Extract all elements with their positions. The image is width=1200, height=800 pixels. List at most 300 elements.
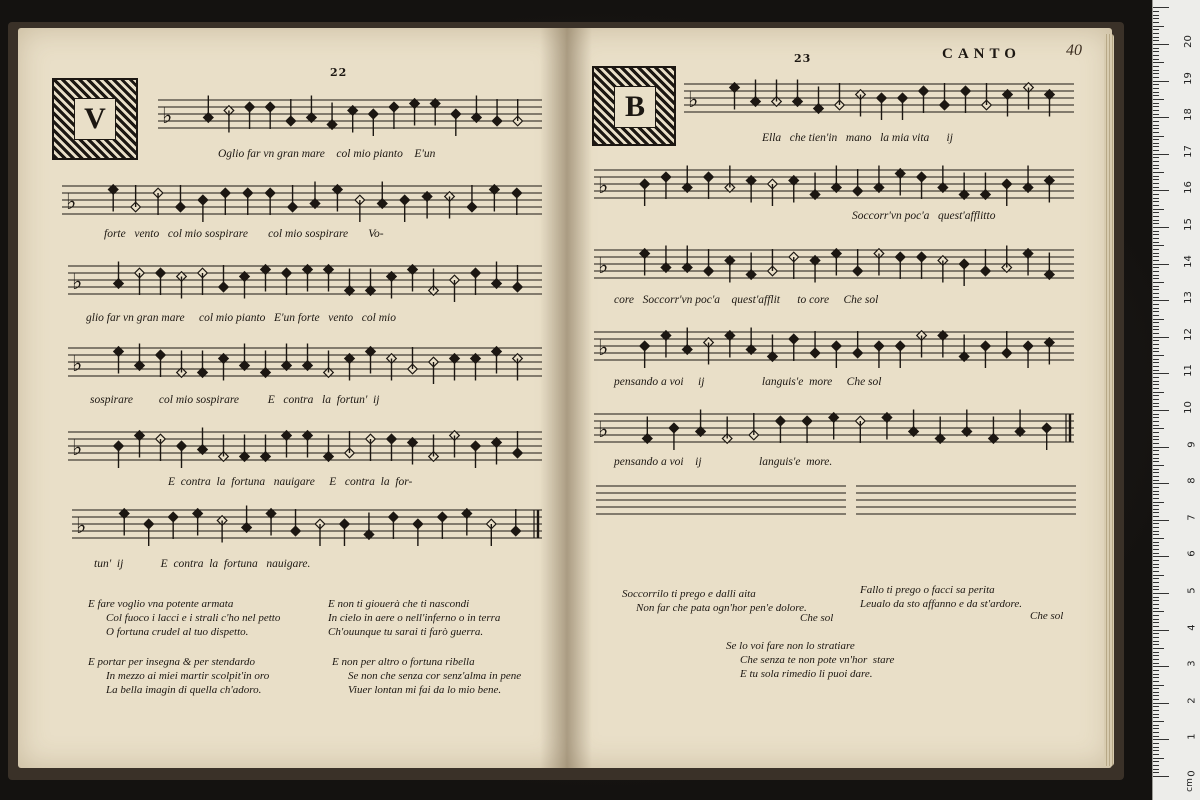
ruler-tick: [1153, 209, 1164, 210]
right-verse-b-center-line-2: Che senza te non pote vn'hor stare: [740, 654, 895, 666]
handwritten-page-number: 40: [1066, 42, 1082, 59]
ruler-tick: [1153, 26, 1164, 27]
ruler-number: 3: [1186, 660, 1198, 667]
ruler-tick: [1153, 743, 1159, 744]
ruler-tick: [1153, 637, 1159, 638]
ruler-tick: [1153, 567, 1159, 568]
left-verse-b-right-line-2: Se non che senza cor senz'alma in pene: [348, 670, 522, 682]
right-staff-3: [594, 238, 1074, 298]
ruler-tick: [1153, 589, 1159, 590]
ruler-tick: [1153, 608, 1159, 609]
ruler-tick: [1153, 458, 1159, 459]
ruler-tick: [1153, 125, 1159, 126]
ruler-tick: [1153, 758, 1164, 759]
left-decorated-initial: [52, 78, 138, 160]
left-verse-b-right-line-1: E non per altro o fortuna ribella: [332, 656, 475, 668]
ruler-number: 10: [1183, 401, 1195, 414]
ruler-tick: [1153, 692, 1159, 693]
ruler-tick: [1153, 571, 1159, 572]
ruler-tick: [1153, 717, 1159, 718]
left-staff-1: [158, 88, 542, 148]
empty-staff-2: [856, 480, 1076, 520]
ruler-tick: [1153, 586, 1159, 587]
ruler-tick: [1153, 168, 1159, 169]
left-page: [18, 28, 566, 768]
ruler-tick: [1153, 289, 1159, 290]
ruler-tick: [1153, 695, 1159, 696]
left-verse-a-left-line-1: E fare voglio vna potente armata: [88, 598, 234, 610]
ruler-tick: [1153, 765, 1159, 766]
ruler-tick: [1153, 117, 1169, 118]
left-staff-2: [62, 174, 542, 234]
left-lyric-line-2: forte vento col mio sospirare col mio sospirare Vo-: [104, 228, 384, 240]
voice-part-label: CANTO: [942, 46, 1021, 62]
flat-sign-icon: ♭: [688, 88, 699, 113]
ruler-tick: [1153, 512, 1159, 513]
ruler-tick: [1153, 421, 1159, 422]
ruler-tick: [1153, 578, 1159, 579]
ruler-tick: [1153, 15, 1159, 16]
ruler-tick: [1153, 531, 1159, 532]
ruler-tick: [1153, 648, 1164, 649]
ruler-tick: [1153, 242, 1159, 243]
ruler-tick: [1153, 388, 1159, 389]
ruler-tick: [1153, 139, 1159, 140]
ruler-tick: [1153, 447, 1169, 448]
measuring-ruler: [1152, 0, 1200, 800]
right-staff-5: [594, 402, 1074, 462]
ruler-number: 2: [1186, 697, 1198, 704]
ruler-tick: [1153, 359, 1159, 360]
left-lyric-line-6: tun' ij E contra la fortuna nauigare.: [94, 558, 311, 570]
left-verse-a-right-line-1: E non ti giouerà che ti nascondi: [328, 598, 470, 610]
ruler-tick: [1153, 425, 1159, 426]
left-lyric-line-3: glio far vn gran mare col mio pianto E'un forte vento col mio: [86, 312, 396, 324]
left-verse-b-left-line-1: E portar per insegna & per stendardo: [88, 656, 256, 668]
ruler-tick: [1153, 487, 1159, 488]
ruler-tick: [1153, 721, 1164, 722]
ruler-tick: [1153, 114, 1159, 115]
ruler-tick: [1153, 619, 1159, 620]
right-lyric-line-4: pensando a voi ij languis'e more Che sol: [614, 376, 882, 388]
ruler-tick: [1153, 194, 1159, 195]
ruler-tick: [1153, 59, 1159, 60]
ruler-tick: [1153, 600, 1159, 601]
ruler-tick: [1153, 351, 1159, 352]
ruler-tick: [1153, 725, 1159, 726]
ruler-tick: [1153, 747, 1159, 748]
left-verse-b-right-line-3: Viuer lontan mi fai da lo mio bene.: [348, 684, 502, 696]
ruler-tick: [1153, 677, 1159, 678]
ruler-tick: [1153, 362, 1159, 363]
right-verse-b-center-line-3: E tu sola rimedio li puoi dare.: [740, 668, 873, 680]
ruler-tick: [1153, 106, 1159, 107]
ruler-tick: [1153, 428, 1164, 429]
ruler-tick: [1153, 732, 1159, 733]
right-staff-1: [684, 72, 1074, 132]
ruler-tick: [1153, 190, 1169, 191]
right-verse-a-left-line-1: Soccorrilo ti prego e dalli aita: [622, 588, 756, 600]
ruler-tick: [1153, 674, 1159, 675]
ruler-number: 5: [1186, 587, 1198, 594]
left-lyric-line-4: sospirare col mio sospirare E contra la fortun' ij: [90, 394, 380, 406]
ruler-tick: [1153, 670, 1159, 671]
ruler-tick: [1153, 315, 1159, 316]
flat-sign-icon: ♭: [598, 336, 609, 361]
ruler-tick: [1153, 454, 1159, 455]
ruler-number: 17: [1183, 144, 1195, 158]
ruler-tick: [1153, 706, 1159, 707]
ruler-tick: [1153, 509, 1159, 510]
ruler-tick: [1153, 253, 1159, 254]
ruler-tick: [1153, 161, 1159, 162]
ruler-number: 8: [1186, 477, 1198, 484]
left-verse-a-left-line-2: Col fuoco i lacci e i strali c'ho nel petto: [106, 612, 281, 624]
ruler-tick: [1153, 556, 1169, 557]
ruler-tick: [1153, 406, 1159, 407]
ruler-tick: [1153, 37, 1159, 38]
ruler-number: 9: [1186, 440, 1198, 448]
ruler-tick: [1153, 392, 1164, 393]
ruler-tick: [1153, 48, 1159, 49]
ruler-tick: [1153, 483, 1169, 484]
left-staff-6: [72, 498, 542, 558]
ruler-tick: [1153, 179, 1159, 180]
ruler-tick: [1153, 150, 1159, 151]
ruler-tick: [1153, 443, 1159, 444]
ruler-tick: [1153, 7, 1169, 8]
ruler-tick: [1153, 245, 1164, 246]
ruler-tick: [1153, 630, 1169, 631]
ruler-tick: [1153, 641, 1159, 642]
ruler-tick: [1153, 216, 1159, 217]
ruler-tick: [1153, 286, 1159, 287]
ruler-tick: [1153, 476, 1159, 477]
ruler-tick: [1153, 688, 1159, 689]
ruler-tick: [1153, 465, 1164, 466]
ruler-tick: [1153, 491, 1159, 492]
ruler-tick: [1153, 264, 1169, 265]
right-verse-a-right-line-2: Leualo da sto affanno e da st'ardore.: [860, 598, 1022, 610]
ruler-tick: [1153, 333, 1159, 334]
ruler-tick: [1153, 681, 1159, 682]
ruler-tick: [1153, 29, 1159, 30]
ruler-tick: [1153, 340, 1159, 341]
ruler-tick: [1153, 703, 1169, 704]
ruler-tick: [1153, 231, 1159, 232]
left-verse-a-right-line-3: Ch'ouunque tu sarai ti farò guerra.: [328, 626, 484, 638]
ruler-tick: [1153, 132, 1159, 133]
ruler-tick: [1153, 176, 1159, 177]
ruler-tick: [1153, 201, 1159, 202]
ruler-tick: [1153, 769, 1159, 770]
left-staff-3: [68, 254, 542, 314]
ruler-tick: [1153, 88, 1159, 89]
ruler-tick: [1153, 622, 1159, 623]
ruler-tick: [1153, 403, 1159, 404]
left-verse-b-left-line-3: La bella imagin di quella ch'adoro.: [106, 684, 262, 696]
ruler-tick: [1153, 172, 1164, 173]
ruler-tick: [1153, 18, 1159, 19]
ruler-tick: [1153, 308, 1159, 309]
ruler-tick: [1153, 136, 1164, 137]
left-staff-5: [68, 420, 542, 480]
ruler-tick: [1153, 523, 1159, 524]
ruler-number: 15: [1183, 218, 1195, 231]
ruler-tick: [1153, 278, 1159, 279]
ruler-tick: [1153, 55, 1159, 56]
flat-sign-icon: ♭: [72, 352, 83, 377]
ruler-number: 13: [1183, 291, 1195, 305]
left-lyric-line-5: E contra la fortuna nauigare E contra la for-: [168, 476, 413, 488]
ruler-tick: [1153, 220, 1159, 221]
ruler-tick: [1153, 183, 1159, 184]
left-lyric-line-1: Oglio far vn gran mare col mio pianto E'un: [218, 148, 436, 160]
ruler-tick: [1153, 593, 1169, 594]
ruler-tick: [1153, 652, 1159, 653]
right-decorated-initial: [592, 66, 676, 146]
ruler-tick: [1153, 249, 1159, 250]
ruler-tick: [1153, 319, 1164, 320]
ruler-tick: [1153, 538, 1164, 539]
ruler-number: 12: [1183, 327, 1195, 341]
ruler-tick: [1153, 384, 1159, 385]
ruler-number: 19: [1183, 71, 1195, 85]
right-verse-a-left-refrain: Che sol: [800, 612, 834, 624]
ruler-tick: [1153, 761, 1159, 762]
ruler-tick: [1153, 238, 1159, 239]
right-verse-a-right-line-1: Fallo ti prego o facci sa perita: [860, 584, 995, 596]
ruler-tick: [1153, 300, 1169, 301]
ruler-tick: [1153, 381, 1159, 382]
ruler-tick: [1153, 739, 1169, 740]
left-staff-4: [68, 336, 542, 396]
ruler-tick: [1153, 750, 1159, 751]
ruler-tick: [1153, 498, 1159, 499]
ruler-tick: [1153, 377, 1159, 378]
ruler-tick: [1153, 311, 1159, 312]
ruler-tick: [1153, 267, 1159, 268]
ruler-tick: [1153, 644, 1159, 645]
ruler-tick: [1153, 754, 1159, 755]
ruler-number: 14: [1183, 254, 1195, 268]
ruler-tick: [1153, 103, 1159, 104]
ruler-number: 20: [1183, 35, 1195, 48]
right-page: [566, 28, 1112, 768]
ruler-tick: [1153, 414, 1159, 415]
right-staff-4: [594, 320, 1074, 380]
ruler-unit-label: cm: [1185, 778, 1196, 792]
ruler-tick: [1153, 373, 1169, 374]
left-verse-b-left-line-2: In mezzo ai miei martir scolpit'in oro: [106, 670, 270, 682]
ruler-tick: [1153, 560, 1159, 561]
ruler-tick: [1153, 545, 1159, 546]
ruler-tick: [1153, 469, 1159, 470]
ruler-tick: [1153, 73, 1159, 74]
ruler-tick: [1153, 66, 1159, 67]
right-initial-letter: B: [614, 86, 656, 128]
ruler-tick: [1153, 212, 1159, 213]
ruler-tick: [1153, 432, 1159, 433]
ruler-tick: [1153, 51, 1159, 52]
right-verse-a-right-refrain: Che sol: [1030, 610, 1064, 622]
ruler-tick: [1153, 154, 1169, 155]
flat-sign-icon: ♭: [72, 436, 83, 461]
ruler-tick: [1153, 666, 1169, 667]
ruler-tick: [1153, 187, 1159, 188]
flat-sign-icon: ♭: [162, 104, 173, 129]
ruler-tick: [1153, 472, 1159, 473]
ruler-tick: [1153, 575, 1164, 576]
ruler-tick: [1153, 564, 1159, 565]
right-lyric-line-5: pensando a voi ij languis'e more.: [614, 456, 833, 468]
ruler-tick: [1153, 399, 1159, 400]
ruler-tick: [1153, 436, 1159, 437]
ruler-number: 16: [1183, 181, 1195, 195]
left-verse-a-right-line-2: In cielo in aere o nell'inferno o in terra: [328, 612, 501, 624]
ruler-tick: [1153, 728, 1159, 729]
ruler-tick: [1153, 611, 1164, 612]
page-edges: [1104, 34, 1114, 766]
ruler-tick: [1153, 62, 1164, 63]
ruler-tick: [1153, 710, 1159, 711]
ruler-tick: [1153, 355, 1164, 356]
ruler-number: 6: [1186, 550, 1198, 558]
ruler-tick: [1153, 549, 1159, 550]
ruler-tick: [1153, 450, 1159, 451]
ruler-tick: [1153, 699, 1159, 700]
ruler-tick: [1153, 11, 1159, 12]
ruler-tick: [1153, 494, 1159, 495]
ruler-tick: [1153, 505, 1159, 506]
ruler-tick: [1153, 128, 1159, 129]
ruler-tick: [1153, 597, 1159, 598]
ruler-tick: [1153, 772, 1159, 773]
ruler-tick: [1153, 655, 1159, 656]
ruler-tick: [1153, 461, 1159, 462]
ruler-tick: [1153, 626, 1159, 627]
ruler-tick: [1153, 22, 1159, 23]
ruler-tick: [1153, 95, 1159, 96]
ruler-tick: [1153, 326, 1159, 327]
ruler-tick: [1153, 275, 1159, 276]
flat-sign-icon: ♭: [66, 190, 77, 215]
ruler-tick: [1153, 410, 1169, 411]
ruler-tick: [1153, 366, 1159, 367]
ruler-tick: [1153, 615, 1159, 616]
ruler-tick: [1153, 304, 1159, 305]
ruler-tick: [1153, 260, 1159, 261]
ruler-tick: [1153, 520, 1169, 521]
ruler-tick: [1153, 99, 1164, 100]
ruler-tick: [1153, 77, 1159, 78]
ruler-tick: [1153, 146, 1159, 147]
right-verse-b-center-line-1: Se lo voi fare non lo stratiare: [726, 640, 855, 652]
ruler-tick: [1153, 322, 1159, 323]
ruler-tick: [1153, 480, 1159, 481]
right-lyric-line-3: core Soccorr'vn poc'a quest'afflit to core Che sol: [614, 294, 879, 306]
ruler-tick: [1153, 534, 1159, 535]
flat-sign-icon: ♭: [598, 174, 609, 199]
ruler-tick: [1153, 234, 1159, 235]
ruler-tick: [1153, 542, 1159, 543]
left-verse-a-left-line-3: O fortuna crudel al tuo dispetto.: [106, 626, 249, 638]
left-initial-letter: V: [74, 98, 116, 140]
ruler-tick: [1153, 297, 1159, 298]
ruler-tick: [1153, 70, 1159, 71]
ruler-tick: [1153, 40, 1159, 41]
ruler-tick: [1153, 223, 1159, 224]
ruler-tick: [1153, 337, 1169, 338]
empty-staff-1: [596, 480, 846, 520]
flat-sign-icon: ♭: [72, 270, 83, 295]
ruler-tick: [1153, 205, 1159, 206]
ruler-tick: [1153, 44, 1169, 45]
left-folio-number: 22: [330, 66, 348, 79]
ruler-tick: [1153, 370, 1159, 371]
ruler-tick: [1153, 227, 1169, 228]
ruler-tick: [1153, 329, 1159, 330]
ruler-tick: [1153, 553, 1159, 554]
ruler-tick: [1153, 395, 1159, 396]
ruler-tick: [1153, 33, 1159, 34]
ruler-tick: [1153, 348, 1159, 349]
ruler-tick: [1153, 516, 1159, 517]
ruler-tick: [1153, 502, 1164, 503]
ruler-tick: [1153, 417, 1159, 418]
flat-sign-icon: ♭: [598, 418, 609, 443]
ruler-tick: [1153, 84, 1159, 85]
ruler-tick: [1153, 165, 1159, 166]
ruler-number: 7: [1186, 514, 1198, 521]
ruler-tick: [1153, 663, 1159, 664]
ruler-tick: [1153, 714, 1159, 715]
ruler-tick: [1153, 736, 1159, 737]
ruler-tick: [1153, 256, 1159, 257]
ruler-number: 0: [1186, 770, 1198, 777]
right-verse-a-left-line-2: Non far che pata ogn'hor pen'e dolore.: [636, 602, 807, 614]
ruler-number: 18: [1183, 108, 1195, 122]
ruler-tick: [1153, 92, 1159, 93]
ruler-tick: [1153, 121, 1159, 122]
ruler-tick: [1153, 439, 1159, 440]
ruler-tick: [1153, 685, 1164, 686]
ruler-number: 1: [1186, 733, 1198, 741]
ruler-tick: [1153, 81, 1169, 82]
ruler-tick: [1153, 659, 1159, 660]
right-lyric-line-2: Soccorr'vn poc'a quest'afflitto: [852, 210, 996, 222]
ruler-tick: [1153, 110, 1159, 111]
flat-sign-icon: ♭: [76, 514, 87, 539]
ruler-tick: [1153, 527, 1159, 528]
ruler-tick: [1153, 633, 1159, 634]
ruler-tick: [1153, 604, 1159, 605]
ruler-number: 11: [1183, 364, 1195, 378]
flat-sign-icon: ♭: [598, 254, 609, 279]
ruler-number: 4: [1186, 623, 1198, 631]
ruler-tick: [1153, 157, 1159, 158]
ruler-tick: [1153, 143, 1159, 144]
right-lyric-line-1: Ella che tien'in mano la mia vita ij: [762, 132, 953, 144]
ruler-tick: [1153, 271, 1159, 272]
right-staff-2: [594, 158, 1074, 218]
right-folio-number: 23: [794, 52, 812, 65]
ruler-tick: [1153, 198, 1159, 199]
ruler-tick: [1153, 282, 1164, 283]
ruler-tick: [1153, 344, 1159, 345]
ruler-tick: [1153, 776, 1169, 777]
ruler-tick: [1153, 582, 1159, 583]
